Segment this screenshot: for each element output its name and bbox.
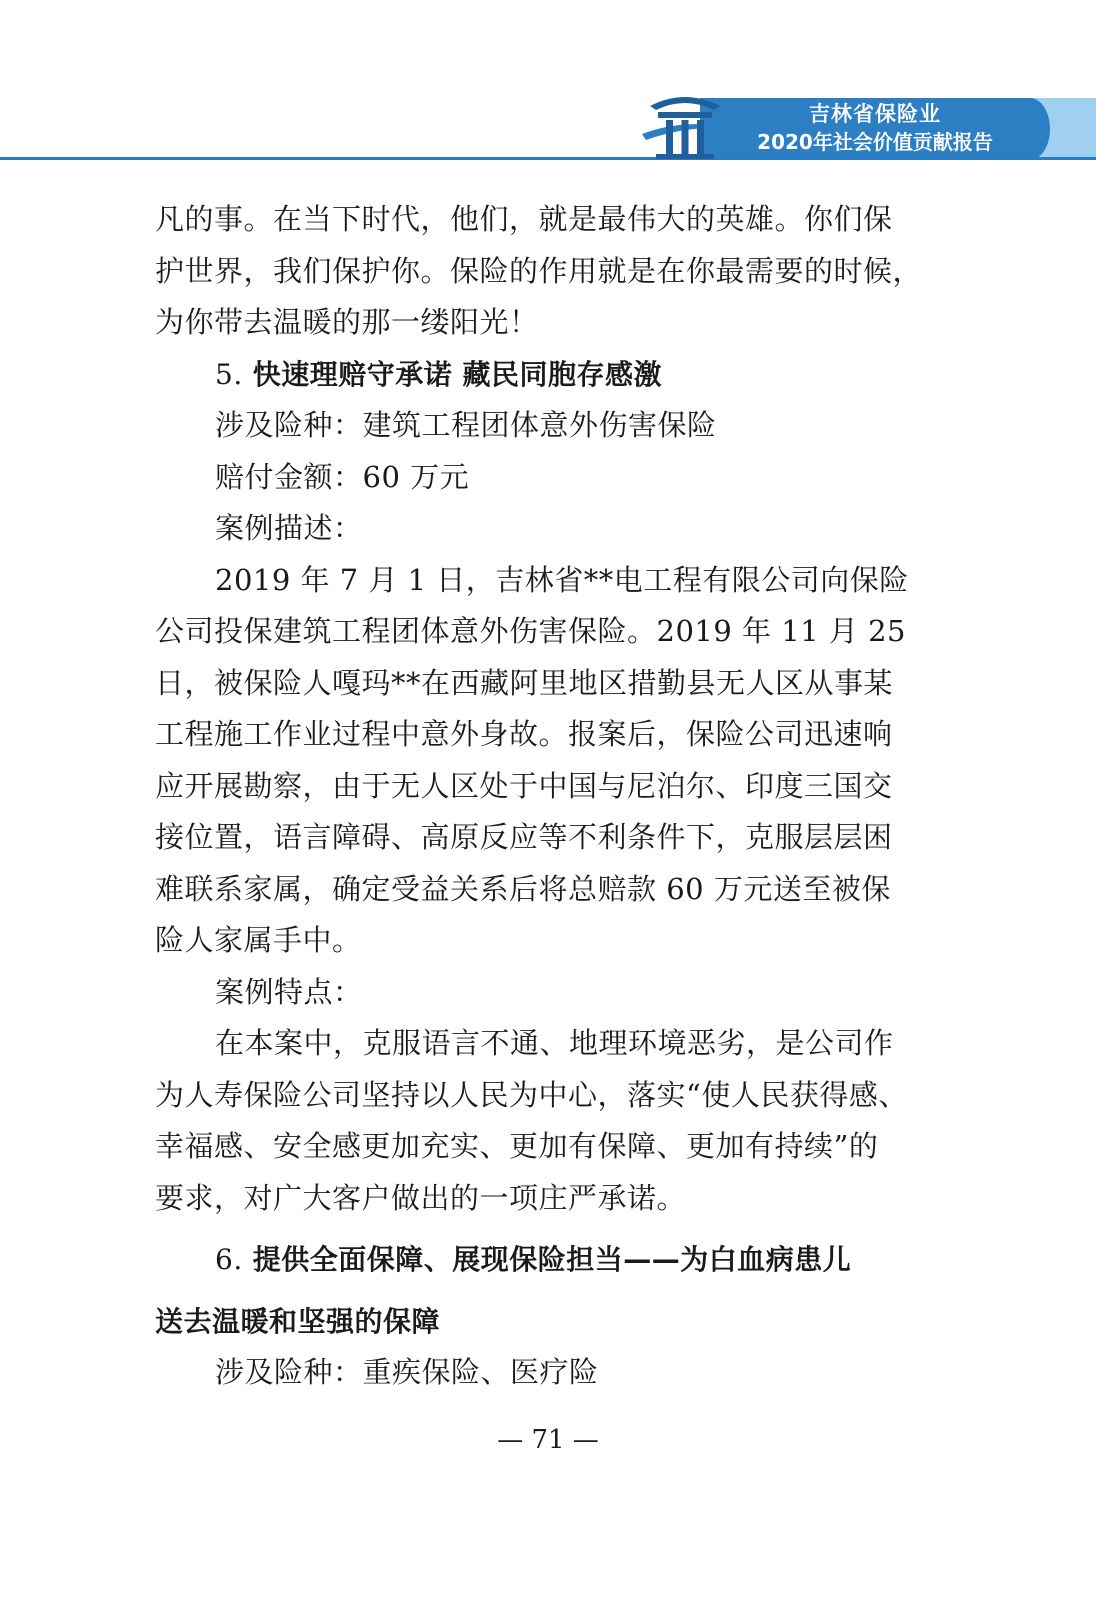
paragraph-line: 护世界，我们保护你。保险的作用就是在你最需要的时候， <box>155 253 923 288</box>
page-number: — 71 — <box>497 1425 599 1455</box>
paragraph-line: 2019 年 7 月 1 日，吉林省**电工程有限公司向保险 <box>215 562 909 597</box>
report-title-line1: 吉林省保险业 <box>809 102 941 126</box>
page-body <box>155 194 935 1399</box>
paragraph-line: 工程施工作业过程中意外身故。报案后，保险公司迅速响 <box>155 717 893 751</box>
insurance-association-logo-icon <box>640 88 730 163</box>
case5-title: 快速理赔守承诺 藏民同胞存感激 <box>252 357 662 391</box>
paragraph-line: 幸福感、安全感更加充实、更加有保障、更加有持续”的 <box>155 1129 879 1163</box>
paragraph-line: 难联系家属，确定受益关系后将总赔款 60 万元送至被保 <box>155 871 891 906</box>
paragraph-line: 在本案中，克服语言不通、地理环境恶劣，是公司作 <box>215 1026 894 1060</box>
case6-title-line2: 送去温暖和坚强的保障 <box>155 1304 441 1338</box>
paragraph-line: 要求，对广大客户做出的一项庄严承诺。 <box>155 1180 687 1215</box>
paragraph-line: 公司投保建筑工程团体意外伤害保险。2019 年 11 月 25 <box>155 614 906 648</box>
case6-heading <box>155 1234 935 1286</box>
case5-insurance-type: 涉及险种：建筑工程团体意外伤害保险 <box>215 408 717 442</box>
report-title <box>740 100 1010 156</box>
case5-heading <box>155 349 935 401</box>
case5-number: 5. <box>215 357 243 391</box>
paragraph-line: 日，被保险人嘎玛**在西藏阿里地区措勤县无人区从事某 <box>155 665 894 700</box>
paragraph-line: 凡的事。在当下时代，他们，就是最伟大的英雄。你们保 <box>155 202 893 236</box>
page-header <box>0 0 1096 170</box>
header-rule <box>0 157 1096 160</box>
case6-title-line1: 提供全面保障、展现保险担当——为白血病患儿 <box>252 1243 852 1276</box>
paragraph-line: 应开展勘察，由于无人区处于中国与尼泊尔、印度三国交 <box>155 768 893 803</box>
report-title-line2: 2020年社会价值贡献报告 <box>757 130 993 154</box>
case5-desc-label: 案例描述： <box>215 511 363 545</box>
case6-insurance-type: 涉及险种：重疾保险、医疗险 <box>215 1355 599 1389</box>
header-band-arc <box>1010 98 1050 160</box>
case5-amount: 赔付金额：60 万元 <box>215 459 470 494</box>
paragraph-line: 为人寿保险公司坚持以人民为中心，落实“使人民获得感、 <box>155 1077 908 1112</box>
paragraph-line: 接位置，语言障碍、高原反应等不利条件下，克服层层困 <box>155 820 893 854</box>
paragraph-line: 险人家属手中。 <box>155 923 362 957</box>
case5-feature-label: 案例特点： <box>215 974 363 1009</box>
case6-number: 6. <box>215 1243 243 1276</box>
paragraph-line: 为你带去温暖的那一缕阳光！ <box>155 305 539 339</box>
